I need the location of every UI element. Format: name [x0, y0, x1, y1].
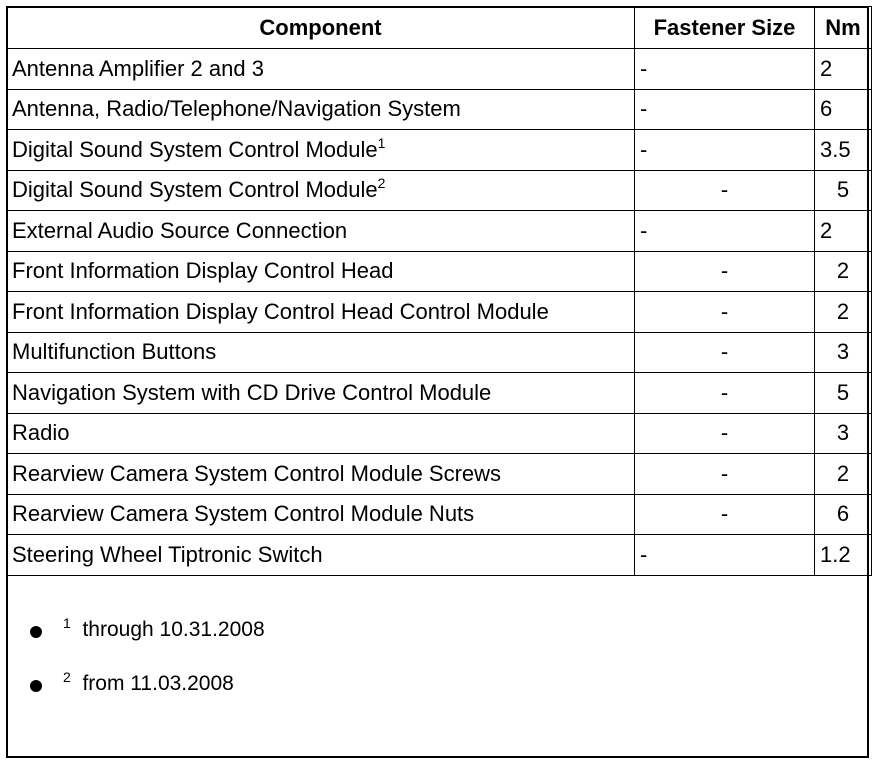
component-cell [7, 130, 635, 171]
table-row [7, 373, 872, 414]
nm-cell: 6 [815, 89, 872, 130]
fastener-size-cell: - [635, 89, 815, 130]
component-cell [7, 49, 635, 90]
table-row [7, 413, 872, 454]
component-name: Radio [12, 420, 70, 446]
nm-cell: 2 [815, 49, 872, 90]
fastener-size-cell: - [635, 130, 815, 171]
component-name: Front Information Display Control Head [12, 258, 394, 284]
torque-table [6, 6, 872, 576]
nm-cell: 5 [815, 373, 872, 414]
footnotes [8, 606, 869, 714]
component-cell [7, 89, 635, 130]
footnote-number: 2 [63, 669, 71, 685]
header-nm: Nm [815, 7, 872, 49]
bullet-icon [30, 626, 42, 638]
footnote-marker: 1 [377, 134, 386, 151]
footnote-text [63, 615, 265, 642]
fastener-size-cell: - [635, 49, 815, 90]
component-cell [7, 413, 635, 454]
table-row [7, 494, 872, 535]
bullet-icon [30, 680, 42, 692]
table-row [7, 251, 872, 292]
fastener-size-cell: - [635, 494, 815, 535]
component-name: External Audio Source Connection [12, 217, 348, 243]
nm-cell: 2 [815, 292, 872, 333]
header-fastener-size: Fastener Size [635, 7, 815, 49]
footnote-number: 1 [63, 615, 71, 631]
nm-cell: 3 [815, 413, 872, 454]
table-row [7, 49, 872, 90]
nm-cell: 6 [815, 494, 872, 535]
component-name: Rearview Camera System Control Module Nuts [12, 501, 475, 527]
table-row [7, 130, 872, 171]
component-cell [7, 170, 635, 211]
component-name: Digital Sound System Control Module [12, 136, 378, 162]
footnote-date: through 10.31.2008 [82, 618, 265, 641]
header-component: Component [7, 7, 635, 49]
nm-cell: 1.2 [815, 535, 872, 576]
fastener-size-cell: - [635, 170, 815, 211]
component-name: Antenna Amplifier 2 and 3 [12, 55, 264, 81]
component-cell [7, 494, 635, 535]
component-cell [7, 535, 635, 576]
component-name: Steering Wheel Tiptronic Switch [12, 541, 323, 567]
table-row [7, 211, 872, 252]
fastener-size-cell: - [635, 535, 815, 576]
footnote-text [63, 669, 234, 696]
component-name: Antenna, Radio/Telephone/Navigation System [12, 96, 461, 122]
footnote-item [8, 606, 869, 660]
component-cell [7, 373, 635, 414]
component-name: Navigation System with CD Drive Control Module [12, 379, 492, 405]
table-row [7, 332, 872, 373]
table-row [7, 454, 872, 495]
table-row [7, 535, 872, 576]
component-name: Digital Sound System Control Module [12, 177, 378, 203]
component-name: Front Information Display Control Head Control Module [12, 298, 549, 324]
fastener-size-cell: - [635, 454, 815, 495]
table-row [7, 89, 872, 130]
nm-cell: 2 [815, 211, 872, 252]
nm-cell: 2 [815, 251, 872, 292]
table-row [7, 292, 872, 333]
nm-cell: 2 [815, 454, 872, 495]
component-cell [7, 251, 635, 292]
footnote-item [8, 660, 869, 714]
table-row [7, 170, 872, 211]
component-name: Rearview Camera System Control Module Screws [12, 460, 502, 486]
fastener-size-cell: - [635, 413, 815, 454]
nm-cell: 5 [815, 170, 872, 211]
component-cell [7, 454, 635, 495]
fastener-size-cell: - [635, 332, 815, 373]
table-header-row [7, 7, 872, 49]
nm-cell: 3 [815, 332, 872, 373]
fastener-size-cell: - [635, 373, 815, 414]
fastener-size-cell: - [635, 251, 815, 292]
fastener-size-cell: - [635, 211, 815, 252]
component-cell [7, 211, 635, 252]
nm-cell: 3.5 [815, 130, 872, 171]
footnote-date: from 11.03.2008 [82, 672, 234, 695]
component-cell [7, 292, 635, 333]
footnote-marker: 2 [377, 175, 386, 192]
component-cell [7, 332, 635, 373]
component-name: Multifunction Buttons [12, 339, 217, 365]
fastener-size-cell: - [635, 292, 815, 333]
